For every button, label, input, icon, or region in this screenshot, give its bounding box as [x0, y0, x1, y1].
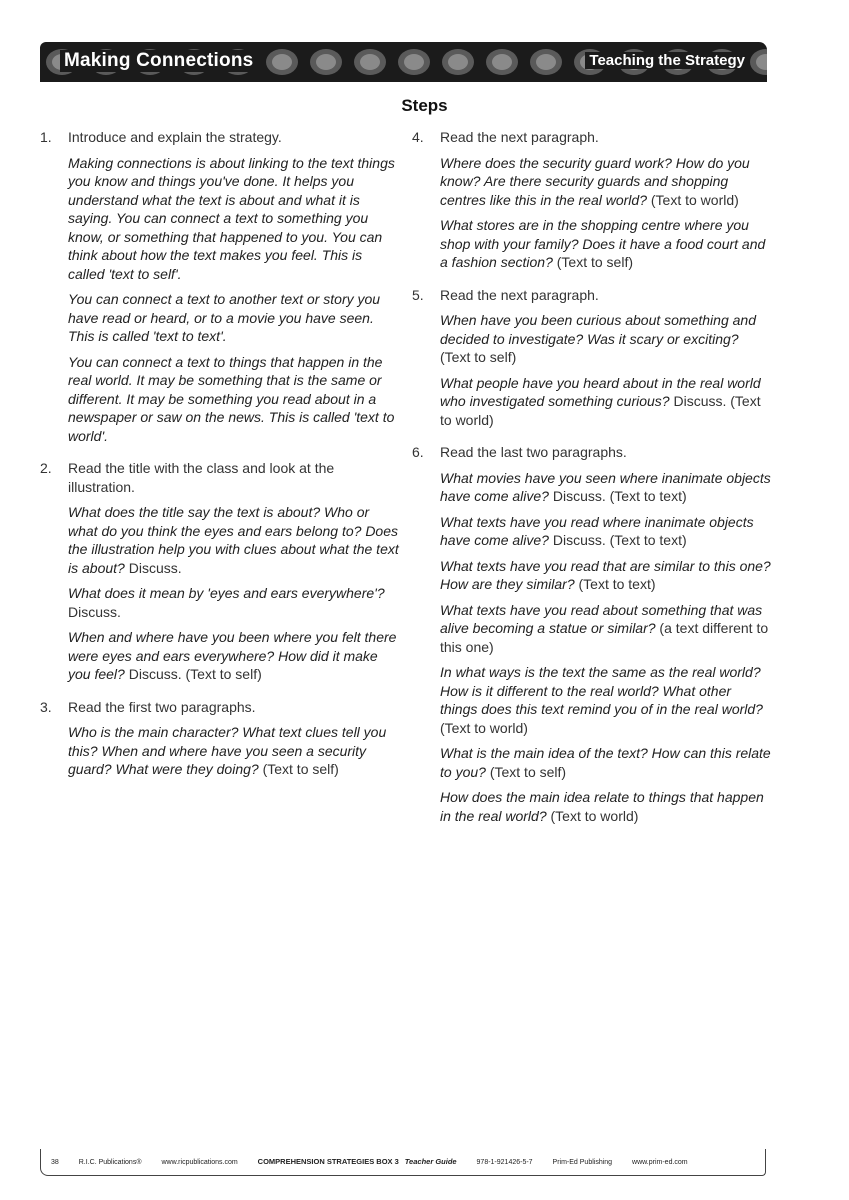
discussion-question: What texts have you read about something that was alive becoming a statue or similar?	[440, 601, 763, 636]
step-number: 1.	[40, 129, 52, 145]
discussion-question: In what ways is the text the same as the real world? How is it different to the real world? What other things does this text remind you of in the real world?	[440, 664, 763, 717]
page-number: 38	[51, 1159, 59, 1166]
discussion-paragraph	[440, 788, 772, 825]
distributor-website: www.prim-ed.com	[632, 1159, 688, 1166]
book-title: COMPREHENSION STRATEGIES BOX 3	[257, 1157, 399, 1166]
step-body	[440, 286, 772, 437]
step-item	[40, 698, 400, 786]
footer-text	[51, 1157, 706, 1166]
discussion-note: Discuss. (Text to text)	[548, 532, 687, 548]
publisher-website: www.ricpublications.com	[161, 1159, 238, 1166]
discussion-paragraph	[68, 503, 400, 577]
discussion-note: (Text to world)	[546, 807, 639, 824]
discussion-question: When and where have you been where you felt there were eyes and ears everywhere? How did it make you feel?	[68, 629, 397, 682]
discussion-note: (Text to self)	[485, 763, 567, 780]
section-title-making-connections: Making Connections	[60, 50, 257, 72]
discussion-paragraph	[440, 601, 772, 657]
guide-label: Teacher Guide	[404, 1157, 457, 1166]
step-instruction: Read the last two paragraphs.	[440, 444, 627, 460]
steps-heading: Steps	[401, 96, 448, 115]
publisher-name: R.I.C. Publications®	[78, 1159, 142, 1166]
discussion-paragraph	[440, 311, 772, 367]
discussion-note: (Text to world)	[440, 719, 528, 736]
discussion-question: You can connect a text to things that happen in the real world. It may be something that is the same or different. It may be something you read about in a newspaper or saw on the news. This is called 'text to world'.	[68, 353, 395, 444]
discussion-paragraph	[440, 154, 772, 210]
discussion-paragraph	[440, 513, 772, 550]
discussion-note: (Text to text)	[574, 576, 656, 592]
step-number: 3.	[40, 698, 52, 715]
step-item	[40, 128, 400, 452]
discussion-paragraph	[440, 744, 772, 781]
discussion-question: What does the title say the text is about? Who or what do you think the eyes and ears belong to? Does the illustration help you with clues about what the text is about?	[68, 504, 399, 576]
discussion-note: (Text to self)	[440, 349, 517, 365]
distributor-name: Prim-Ed Publishing	[552, 1159, 613, 1166]
discussion-question: You can connect a text to another text or story you have read or heard, or to a movie you have seen. This is called 'text to text'.	[68, 291, 381, 344]
discussion-question: How does the main idea relate to things that happen in the real world?	[440, 789, 764, 824]
discussion-question: What texts have you read that are similar to this one? How are they similar?	[440, 557, 771, 592]
discussion-paragraph	[68, 154, 400, 284]
step-instruction: Read the first two paragraphs.	[68, 698, 256, 715]
step-instruction: Read the next paragraph.	[440, 286, 599, 303]
discussion-question: Where does the security guard work? How do you know? Are there security guards and shopping centres like this in the real world?	[440, 154, 750, 208]
step-number: 2.	[40, 460, 52, 476]
step-item	[412, 128, 772, 279]
discussion-note: (Text to world)	[647, 191, 739, 208]
discussion-question: When have you been curious about something and decided to investigate? Was it scary or exciting?	[440, 312, 756, 347]
discussion-question: Making connections is about linking to the text things you know and things you've done. It helps you understand what the text is about and what it is saying. You can connect a text to something you know, or something that happened to you. You can think about how the text makes you feel. This is called 'text to self'.	[68, 154, 395, 282]
step-instruction: Read the next paragraph.	[440, 129, 599, 145]
left-column	[40, 128, 400, 793]
discussion-question: What stores are in the shopping centre where you shop with your family? Does it have a food court and a fashion section?	[440, 217, 766, 270]
discussion-paragraph	[440, 469, 772, 506]
discussion-note: Discuss.	[124, 559, 182, 576]
discussion-paragraph	[68, 290, 400, 346]
step-number: 4.	[412, 129, 424, 145]
step-item	[412, 443, 772, 832]
discussion-paragraph	[68, 628, 400, 684]
discussion-question: Who is the main character? What text clues tell you this? When and where have you seen a security guard? What were they doing?	[68, 724, 387, 777]
discussion-paragraph	[68, 584, 400, 621]
discussion-question: What is the main idea of the text? How can this relate to you?	[440, 745, 771, 780]
discussion-paragraph	[68, 353, 400, 446]
step-number: 5.	[412, 286, 424, 303]
step-body	[68, 698, 400, 786]
step-number: 6.	[412, 444, 424, 460]
discussion-paragraph	[440, 374, 772, 430]
step-body	[68, 128, 400, 452]
discussion-note: (Text to self)	[552, 254, 633, 270]
header-banner	[40, 42, 767, 82]
step-body	[440, 128, 772, 279]
page-footer	[40, 1149, 766, 1176]
step-item	[412, 286, 772, 437]
step-instruction: Introduce and explain the strategy.	[68, 129, 282, 145]
step-instruction: Read the title with the class and look at the illustration.	[68, 460, 335, 495]
step-body	[440, 443, 772, 832]
discussion-note: Discuss. (Text to self)	[124, 666, 262, 682]
discussion-question: What people have you heard about in the real world who investigated something curious?	[440, 374, 761, 409]
discussion-question: What texts have you read where inanimate objects have come alive?	[440, 513, 754, 548]
step-body	[68, 459, 400, 691]
discussion-paragraph	[440, 216, 772, 272]
discussion-note: Discuss.	[68, 603, 121, 620]
discussion-note: (a text different to this one)	[440, 620, 769, 655]
discussion-question: What movies have you seen where inanimate objects have come alive?	[440, 469, 771, 504]
discussion-paragraph	[440, 557, 772, 594]
step-item	[40, 459, 400, 691]
discussion-note: (Text to self)	[258, 761, 339, 777]
discussion-question: What does it mean by 'eyes and ears everywhere'?	[68, 585, 385, 601]
discussion-paragraph	[440, 663, 772, 737]
section-title-teaching-strategy: Teaching the Strategy	[585, 52, 749, 69]
discussion-paragraph	[68, 723, 400, 779]
right-column	[412, 128, 772, 839]
discussion-note: Discuss. (Text to world)	[440, 393, 761, 428]
discussion-note: Discuss. (Text to text)	[548, 488, 687, 504]
isbn: 978-1-921426-5-7	[476, 1159, 533, 1166]
